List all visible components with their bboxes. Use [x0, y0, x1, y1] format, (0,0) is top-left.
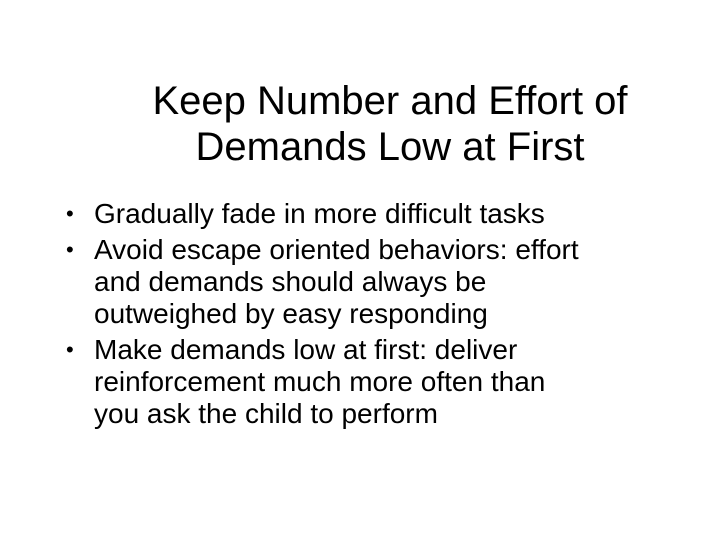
bullet-text-line: Make demands low at first: deliver [94, 334, 518, 365]
bullet-list [60, 198, 680, 434]
bullet-dot-icon: • [66, 201, 74, 226]
bullet-text-line: you ask the child to perform [94, 398, 438, 429]
bullet-item [60, 234, 680, 330]
bullet-dot-icon: • [66, 337, 74, 362]
bullet-dot-icon: • [66, 237, 74, 262]
bullet-text-line: outweighed by easy responding [94, 298, 488, 329]
slide-title-line: Keep Number and Effort of [152, 79, 628, 123]
slide-title [110, 78, 670, 170]
bullet-item [60, 198, 680, 230]
bullet-text-line: Avoid escape oriented behaviors: effort [94, 234, 579, 265]
bullet-text-line: reinforcement much more often than [94, 366, 546, 397]
slide-title-line: Demands Low at First [195, 125, 585, 169]
bullet-text-line: Gradually fade in more difficult tasks [94, 198, 545, 229]
bullet-item [60, 334, 680, 430]
bullet-text-line: and demands should always be [94, 266, 487, 297]
